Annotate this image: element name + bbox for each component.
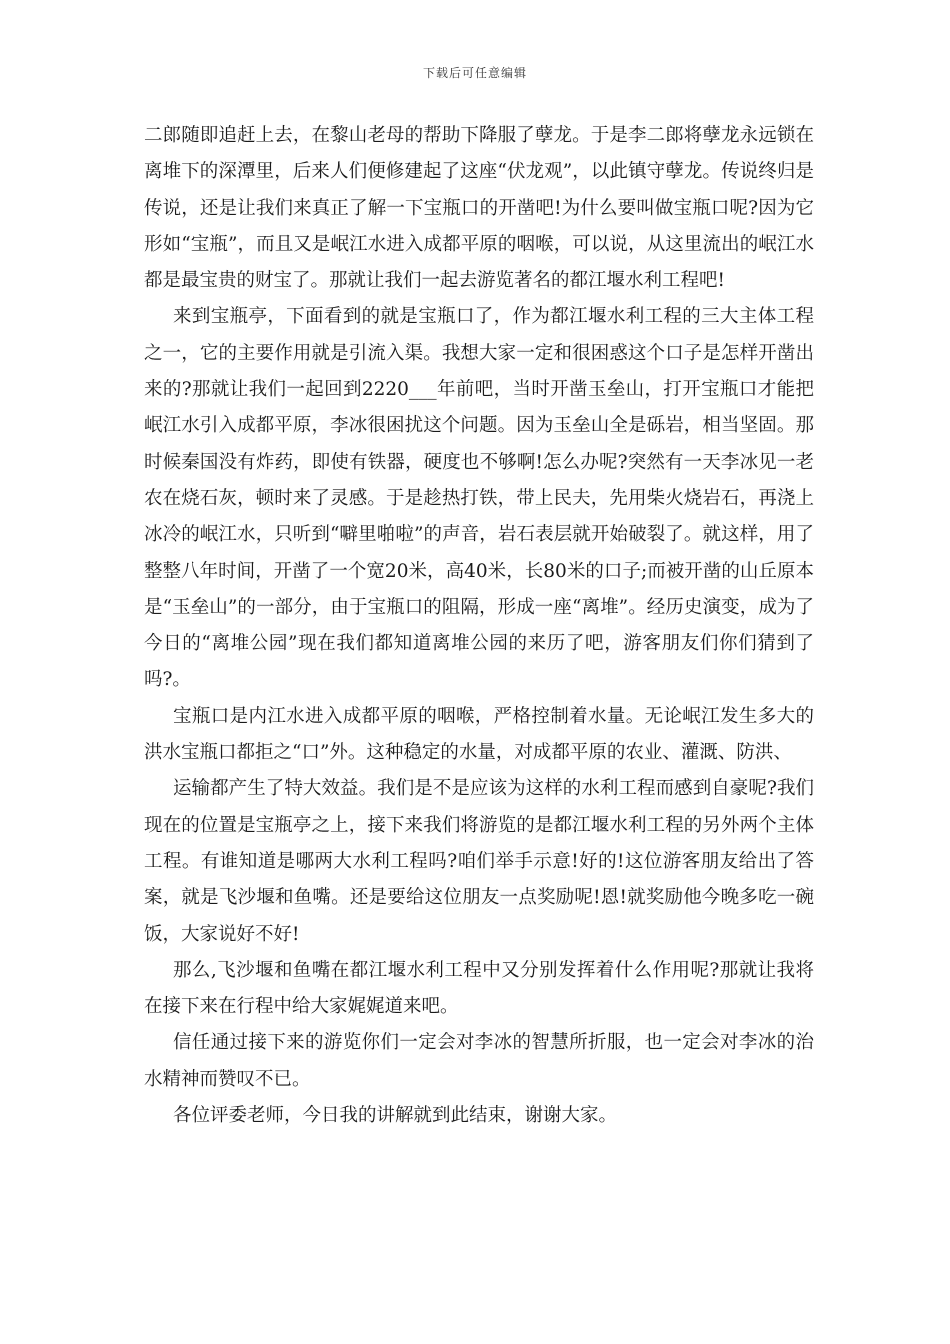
paragraph-3: 宝瓶口是内江水进入成都平原的咽喉，严格控制着水量。无论岷江发生多大的洪水宝瓶口都拒之“口”外。这种稳定的水量，对成都平原的农业、灌溉、防洪、 — [144, 705, 814, 764]
paragraph-4: 运输都产生了特大效益。我们是不是应该为这样的水利工程而感到自豪呢?我们现在的位置是宝瓶亭之上，接下来我们将游览的是都江堰水利工程的另外两个主体工程。有谁知道是哪两大水利工程吗?咱们举手示意!好的!这位游客朋友给出了答案，就是飞沙堰和鱼嘴。还是要给这位朋友一点奖励呢!恩!就奖励他今晚多吃一碗饭，大家说好不好! — [144, 778, 814, 945]
paragraph-5: 那么,飞沙堰和鱼嘴在都江堰水利工程中又分别发挥着什么作用呢?那就让我将在接下来在行程中给大家娓娓道来吧。 — [144, 959, 814, 1018]
paragraph-1: 二郎随即追赶上去，在黎山老母的帮助下降服了孽龙。于是李二郎将孽龙永远锁在离堆下的深潭里，后来人们便修建起了这座“伏龙观”，以此镇守孽龙。传说终归是传说，还是让我们来真正了解一下宝瓶口的开凿吧!为什么要叫做宝瓶口呢?因为它形如“宝瓶”，而且又是岷江水进入成都平原的咽喉，可以说，从这里流出的岷江水都是最宝贵的财宝了。那就让我们一起去游览著名的都江堰水利工程吧! — [144, 125, 814, 292]
paragraph-6: 信任通过接下来的游览你们一定会对李冰的智慧所折服，也一定会对李冰的治水精神而赞叹不已。 — [144, 1032, 814, 1090]
paragraph-7: 各位评委老师，今日我的讲解就到此结束，谢谢大家。 — [173, 1105, 618, 1127]
page-header: 下载后可任意编辑 — [422, 66, 527, 80]
document-body — [144, 118, 814, 1134]
paragraph-2: 来到宝瓶亭，下面看到的就是宝瓶口了，作为都江堰水利工程的三大主体工程之一，它的主要作用就是引流入渠。我想大家一定和很困惑这个口子是怎样开凿出来的?那就让我们一起回到2220___年前吧，当时开凿玉垒山，打开宝瓶口才能把岷江水引入成都平原，李冰很困扰这个问题。因为玉垒山全是砾岩，相当坚固。那时候秦国没有炸药，即使有铁器，硬度也不够啊!怎么办呢?突然有一天李冰见一老农在烧石灰，顿时来了灵感。于是趁热打铁，带上民夫，先用柴火烧岩石，再浇上冰冷的岷江水，只听到“噼里啪啦”的声音，岩石表层就开始破裂了。就这样，用了整整八年时间，开凿了一个宽20米，高40米，长80米的口子;而被开凿的山丘原本是“玉垒山”的一部分，由于宝瓶口的阻隔，形成一座“离堆”。经历史演变，成为了今日的“离堆公园”现在我们都知道离堆公园的来历了吧，游客朋友们你们猜到了吗?。 — [144, 306, 814, 691]
